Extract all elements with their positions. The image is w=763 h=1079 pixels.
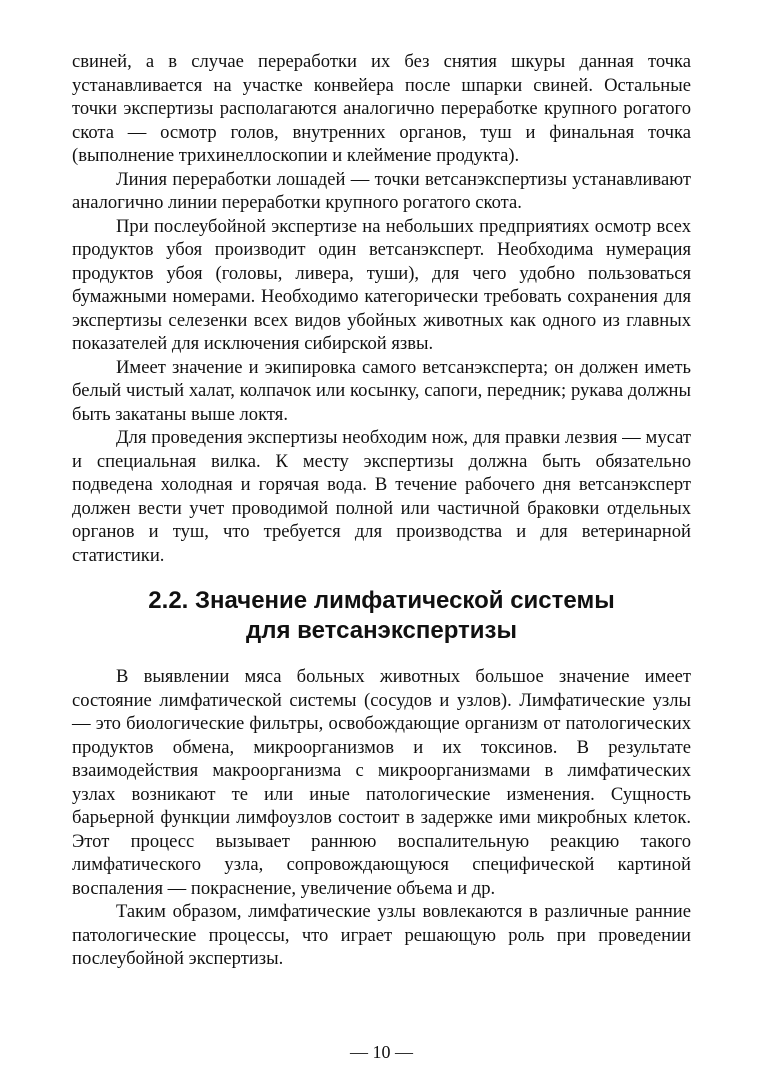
paragraph-tools: Для проведения экспертизы необходим нож, для правки лезвия — мусат и специальная вилка. К месту экспертизы должна быть обязательно подведена холодная и горячая вода. В течение рабочего дня ветсанэксперт должен вести учет проводимой полной или частичной браковки отдельных органов и туш, что требуется для производства и для ветеринарной статистики. [72, 427, 691, 566]
paragraph-equipment: Имеет значение и экипировка самого ветсанэксперта; он должен иметь белый чистый халат, колпачок или косынку, сапоги, передник; рукава должны быть закатаны выше локтя. [72, 356, 691, 425]
paragraph-horse-line: Линия переработки лошадей — точки ветсанэкспертизы устанавливают аналогично линии переработки крупного рогатого скота. [72, 168, 691, 213]
paragraph-continuation: свиней, а в случае переработки их без снятия шкуры данная точка устанавливается на участке конвейера после шпарки свиней. Остальные точки экспертизы располагаются аналогично переработке крупного рогатого скота — осмотр голов, внутренних органов, туш и финальная точка (выполнение трихинеллоскопии и клеймение продукта). [72, 51, 691, 166]
section-heading [72, 586, 691, 646]
paragraph-small-enterprises: При послеубойной экспертизе на небольших предприятиях осмотр всех продуктов убоя производит один ветсанэксперт. Необходима нумерация продуктов убоя (головы, ливера, туши), для чего удобно пользоваться бумажными номерами. Необходимо категорически требовать сохранения для экспертизы селезенки всех видов убойных животных как одного из главных показателей для исключения сибирской язвы. [72, 215, 691, 354]
paragraph-lymphatic-system: В выявлении мяса больных животных большое значение имеет состояние лимфатической системы (сосудов и узлов). Лимфатические узлы — это биологические фильтры, освобождающие организм от патологических продуктов обмена, микроорганизмов и их токсинов. В результате взаимодействия макроорганизма с микроорганизмами в лимфатических узлах возникают те или иные патологические изменения. Сущность барьерной функции лимфоузлов состоит в задержке ими микробных клеток. Этот процесс вызывает раннюю воспалительную реакцию такого лимфатического узла, сопровождающуюся специфической картиной воспаления — покраснение, увеличение объема и др. [72, 666, 691, 899]
page-number: — 10 — [350, 1042, 413, 1062]
document-page [72, 50, 691, 971]
paragraph-conclusion: Таким образом, лимфатические узлы вовлекаются в различные ранние патологические процессы, что играет решающую роль при проведении послеубойной экспертизы. [72, 901, 691, 969]
section-heading-line-1: 2.2. Значение лимфатической системы [148, 587, 615, 614]
section-heading-line-2: для ветсанэкспертизы [246, 617, 517, 644]
